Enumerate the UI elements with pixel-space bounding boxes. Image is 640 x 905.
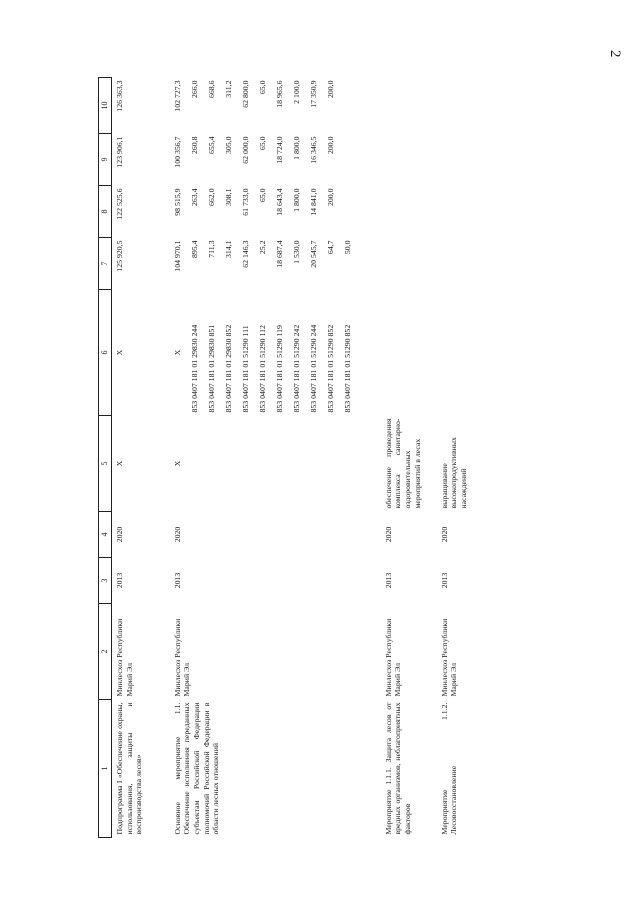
value-line: 1 800,0 <box>291 136 301 160</box>
value-line: 64,7 <box>325 240 335 255</box>
value-cell: 125 920,5 <box>115 240 124 272</box>
value-column-8 <box>170 186 361 238</box>
column-header: 3 <box>99 558 112 604</box>
value-cell: 123 906,1 <box>115 136 124 168</box>
value-line: 711,3 <box>206 240 216 258</box>
kbk-line: 853 0407 181 01 51290 852 <box>342 324 352 413</box>
value-line: 65,0 <box>257 188 267 203</box>
kbk-line: 853 0407 181 01 51290 119 <box>274 325 284 413</box>
kbk-line: Х <box>172 349 182 356</box>
end-year-cell: 2020 <box>172 526 182 543</box>
value-line: 100 356,7 <box>172 136 182 168</box>
value-line: 895,4 <box>189 240 199 259</box>
value-line: 305,0 <box>223 136 233 155</box>
column-header: 9 <box>99 134 112 186</box>
value-line: 662,0 <box>206 188 216 207</box>
value-line: 260,8 <box>189 136 199 155</box>
value-column-9 <box>170 134 361 186</box>
start-year-cell: 2013 <box>439 572 449 589</box>
value-line: 1 800,0 <box>291 188 301 212</box>
result-cell: Х <box>115 460 124 467</box>
value-line: 655,4 <box>206 136 216 155</box>
column-header: 4 <box>99 512 112 558</box>
value-line: 314,1 <box>223 240 233 259</box>
value-line: 200,0 <box>325 80 335 99</box>
value-line: 311,2 <box>223 80 233 98</box>
column-header: 10 <box>99 78 112 134</box>
value-line: 65,0 <box>257 80 267 95</box>
table-row <box>170 78 361 838</box>
value-column-7 <box>170 238 361 290</box>
kbk-line: 853 0407 181 01 51290 852 <box>325 324 335 413</box>
value-line: 20 545,7 <box>308 240 318 268</box>
value-line: 18 724,0 <box>274 136 284 164</box>
value-cell: 126 363,3 <box>115 80 124 112</box>
value-line: 308,1 <box>223 188 233 207</box>
executor-cell: Минлесхоз Республики Марий Эл <box>383 618 403 697</box>
value-line: 25,2 <box>257 240 267 255</box>
kbk-line: 853 0407 181 01 29830 851 <box>206 324 216 413</box>
value-line: 104 970,1 <box>172 240 182 272</box>
kbk-cell: Х <box>115 349 124 356</box>
table-row <box>112 78 170 838</box>
value-line: 61 733,0 <box>240 188 250 216</box>
column-header: 5 <box>99 416 112 512</box>
kbk-line: 853 0407 181 01 51290 244 <box>308 324 318 413</box>
value-line: 266,0 <box>189 80 199 99</box>
executor-cell: Минлесхоз Республики Марий Эл <box>439 618 459 697</box>
result-cell: выращивание высокопродуктивных насаждений <box>439 437 468 509</box>
value-line: 62 800,0 <box>240 80 250 108</box>
page-number: 2 <box>607 50 623 58</box>
executor-cell: Минлесхоз Республики Марий Эл <box>172 618 192 697</box>
value-line: 200,0 <box>325 136 335 155</box>
kbk-line: 853 0407 181 01 29830 244 <box>189 324 199 413</box>
value-column-10 <box>170 78 361 134</box>
kbk-line: 853 0407 181 01 51290 111 <box>240 325 250 413</box>
kbk-line: 853 0407 181 01 51290 112 <box>257 325 267 413</box>
value-line: 18 965,6 <box>274 80 284 108</box>
value-line: 50,0 <box>342 240 352 255</box>
value-line: 62 000,0 <box>240 136 250 164</box>
value-line: 263,4 <box>189 188 199 207</box>
value-line: 102 727,3 <box>172 80 182 112</box>
kbk-cell <box>170 290 361 416</box>
value-line: 65,0 <box>257 136 267 151</box>
value-line: 16 346,5 <box>308 136 318 164</box>
end-year-cell: 2020 <box>115 526 124 543</box>
start-year-cell: 2013 <box>115 572 124 589</box>
row-name: Основное мероприятие 1.1. Обеспечение исполнения переданных субъектам Российской Федерации полномочий Российской Федерации в области лесных отношений <box>172 702 221 835</box>
column-number-row <box>99 78 112 838</box>
result-cell: Х <box>172 460 182 467</box>
value-line: 14 841,0 <box>308 188 318 216</box>
value-line: 668,6 <box>206 80 216 99</box>
column-header: 7 <box>99 238 112 290</box>
kbk-line: 853 0407 181 01 51290 242 <box>291 324 301 413</box>
value-line: 98 515,9 <box>172 188 182 216</box>
value-line: 2 100,0 <box>291 80 301 104</box>
row-name: Мероприятие 1.1.1. Защита лесов от вредных организмов, неблагоприятных факторов <box>383 702 412 835</box>
spacer-row <box>361 78 381 838</box>
value-line: 1 530,0 <box>291 240 301 264</box>
start-year-cell: 2013 <box>172 572 182 589</box>
column-header: 1 <box>99 700 112 838</box>
result-cell: обеспечение проведения комплекса санитарно-оздоровительных мероприятий в лесах <box>383 418 422 509</box>
value-cell: 122 525,6 <box>115 188 124 220</box>
column-header: 2 <box>99 604 112 700</box>
end-year-cell: 2020 <box>439 526 449 543</box>
column-header: 6 <box>99 290 112 416</box>
value-line: 18 643,4 <box>274 188 284 216</box>
start-year-cell: 2013 <box>383 572 393 589</box>
program-table <box>98 77 477 838</box>
value-line: 200,0 <box>325 188 335 207</box>
executor-cell: Минлесхоз Республики Марий Эл <box>115 618 134 697</box>
table-row <box>437 78 477 838</box>
end-year-cell: 2020 <box>383 526 393 543</box>
row-name: Мероприятие 1.1.2. Лесовосстановление <box>439 702 459 835</box>
value-line: 17 350,9 <box>308 80 318 108</box>
value-line: 62 146,3 <box>240 240 250 268</box>
kbk-line: 853 0407 181 01 29830 852 <box>223 324 233 413</box>
column-header: 8 <box>99 186 112 238</box>
row-name: Подпрограмма I «Обеспечение охраны, использования, защиты и воспроизводства лесов» <box>115 702 144 835</box>
table-row <box>381 78 437 838</box>
value-line: 18 687,4 <box>274 240 284 268</box>
rotated-table-sheet <box>98 78 534 838</box>
